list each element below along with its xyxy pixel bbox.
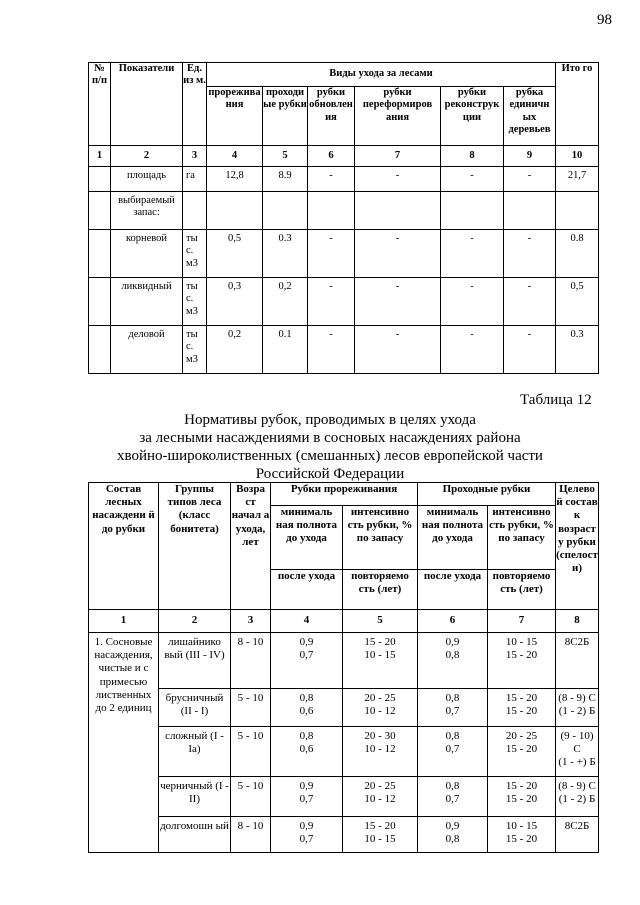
col-num: 10	[556, 146, 599, 167]
header-indicators: Показатели	[111, 63, 183, 146]
cell: 20 - 30	[364, 730, 396, 742]
cell: 10 - 15	[364, 833, 396, 846]
cell: 0,8	[445, 649, 460, 662]
cell	[504, 192, 556, 230]
cell: 0,9	[299, 820, 314, 832]
cell: 0,8	[445, 780, 460, 792]
cell: 20 - 25	[364, 780, 396, 792]
cell: 0,9	[445, 820, 460, 832]
cell: (1 - +) Б	[558, 756, 596, 769]
col-num: 2	[111, 146, 183, 167]
header-single-tree-cuts: рубка единичн ых деревьев	[504, 87, 556, 146]
cell: 10 - 15	[364, 649, 396, 662]
header-repeatability: повторяемо сть (лет)	[488, 570, 556, 610]
cell: -	[355, 167, 441, 192]
cell: -	[308, 167, 355, 192]
col-num: 9	[504, 146, 556, 167]
cell: 0,7	[299, 793, 314, 806]
cell: (9 - 10)	[560, 730, 594, 742]
cell: 20 - 25	[505, 730, 538, 742]
header-unit: Ед. из м.	[183, 63, 207, 146]
cell: -	[504, 230, 556, 278]
row-unit: ты с. м3	[183, 326, 207, 374]
col-num: 1	[89, 610, 159, 633]
title-line: Нормативы рубок, проводимых в целях ухода	[184, 412, 476, 428]
table-caption: Таблица 12	[520, 392, 592, 408]
cell	[441, 192, 504, 230]
cell	[263, 192, 308, 230]
col-num: 8	[556, 610, 599, 633]
cell: -	[441, 230, 504, 278]
cell: 0,2	[207, 326, 263, 374]
col-num: 3	[183, 146, 207, 167]
cell: 0.3	[263, 230, 308, 278]
cell: 10 - 15	[505, 820, 538, 832]
cell: (8 - 9) С	[558, 780, 596, 792]
col-num: 6	[308, 146, 355, 167]
cell: -	[355, 230, 441, 278]
table-title	[100, 411, 560, 483]
col-num: 1	[89, 146, 111, 167]
table-row	[89, 230, 599, 278]
cell: 21,7	[556, 167, 599, 192]
cell: 0,5	[556, 278, 599, 326]
cell: 0,8	[299, 730, 314, 742]
cell: 15 - 20	[505, 780, 538, 792]
header-after-care: после ухода	[418, 570, 488, 610]
forest-group: лишайнико вый (III - IV)	[159, 633, 231, 689]
cell: 0,7	[299, 649, 314, 662]
header-total: Ито го	[556, 63, 599, 146]
cell: -	[308, 278, 355, 326]
cell: 0,5	[207, 230, 263, 278]
composition-cell: 1. Сосновые насаждения, чистые и с примесью лиственных до 2 единиц	[89, 633, 159, 853]
forest-group: долгомошн ый	[159, 817, 231, 853]
header-thinning: Рубки прореживания	[271, 483, 418, 506]
cell: 10 - 12	[364, 705, 396, 718]
cell: 0,3	[207, 278, 263, 326]
cell: 10 - 15	[505, 636, 538, 648]
column-numbers-row	[89, 610, 599, 633]
col-num: 4	[207, 146, 263, 167]
cell: 0.1	[263, 326, 308, 374]
col-num: 7	[488, 610, 556, 633]
cell	[308, 192, 355, 230]
cell: 0.8	[556, 230, 599, 278]
cell: (8 - 9) С	[558, 692, 596, 704]
start-age: 5 - 10	[231, 689, 271, 727]
row-label: выбираемый запас:	[111, 192, 183, 230]
cell: -	[308, 230, 355, 278]
table-row	[89, 278, 599, 326]
col-num: 4	[271, 610, 343, 633]
cutting-norms-table	[88, 482, 599, 853]
forest-group: брусничный (II - I)	[159, 689, 231, 727]
start-age: 8 - 10	[231, 817, 271, 853]
forest-group: сложный (I - Ia)	[159, 727, 231, 777]
header-no: № п/п	[89, 63, 111, 146]
header-intensity: интенсивно сть рубки, % по запасу	[343, 506, 418, 570]
col-num: 5	[343, 610, 418, 633]
header-reformation-cuts: рубки переформиров ания	[355, 87, 441, 146]
col-num: 5	[263, 146, 308, 167]
start-age: 8 - 10	[231, 633, 271, 689]
header-passing-cuts: проходи ые рубки	[263, 87, 308, 146]
column-numbers-row	[89, 146, 599, 167]
cell: 0,7	[445, 705, 460, 718]
row-unit	[183, 192, 207, 230]
cell: 8С2Б	[564, 636, 590, 648]
header-intensity: интенсивно сть рубки, % по запасу	[488, 506, 556, 570]
header-min-density: минималь ная полнота до ухода	[418, 506, 488, 570]
row-label: корневой	[111, 230, 183, 278]
cell: 0,8	[299, 692, 314, 704]
cell: 0.3	[556, 326, 599, 374]
cell: 15 - 20	[505, 692, 538, 704]
cell: 0,9	[299, 636, 314, 648]
cell	[207, 192, 263, 230]
cell: 0,7	[445, 743, 460, 756]
cell: 8.9	[263, 167, 308, 192]
header-reconstruction-cuts: рубки реконструк ции	[441, 87, 504, 146]
col-num: 3	[231, 610, 271, 633]
cell: -	[504, 326, 556, 374]
cell: 15 - 20	[505, 833, 538, 846]
cell: 20 - 25	[364, 692, 396, 704]
header-target-composition: Целево й состав к возраст у рубки (спелост и)	[556, 483, 599, 610]
col-num: 2	[159, 610, 231, 633]
cell: С	[573, 743, 581, 756]
cell: 15 - 20	[364, 636, 396, 648]
cell: -	[504, 278, 556, 326]
cell: 0,8	[445, 730, 460, 742]
table-row	[89, 633, 599, 689]
cell	[556, 192, 599, 230]
cell: -	[441, 278, 504, 326]
cell: 0,6	[299, 705, 314, 718]
cell: 10 - 12	[364, 743, 396, 756]
table-row	[89, 817, 599, 853]
cell: -	[441, 326, 504, 374]
row-unit: ты с. м3	[183, 230, 207, 278]
cell: 10 - 12	[364, 793, 396, 806]
forest-group: черничный (I - II)	[159, 777, 231, 817]
cell: -	[308, 326, 355, 374]
table-row	[89, 727, 599, 777]
cell: 8С2Б	[564, 820, 590, 832]
cell: 15 - 20	[505, 705, 538, 718]
header-min-density: минималь ная полнота до ухода	[271, 506, 343, 570]
row-label: деловой	[111, 326, 183, 374]
cell: -	[355, 278, 441, 326]
header-repeatability: повторяемо сть (лет)	[343, 570, 418, 610]
title-line: за лесными насаждениями в сосновых насаждениях района	[139, 430, 521, 446]
cell: -	[355, 326, 441, 374]
cell: 15 - 20	[505, 793, 538, 806]
cell	[355, 192, 441, 230]
col-num: 7	[355, 146, 441, 167]
cell: 15 - 20	[364, 820, 396, 832]
cell: 0,7	[299, 833, 314, 846]
start-age: 5 - 10	[231, 777, 271, 817]
table-row	[89, 192, 599, 230]
table-row	[89, 167, 599, 192]
header-composition: Состав лесных насаждени й до рубки	[89, 483, 159, 610]
row-label: ликвидный	[111, 278, 183, 326]
cell: -	[504, 167, 556, 192]
row-unit: ты с. м3	[183, 278, 207, 326]
header-passing-cuts: Проходные рубки	[418, 483, 556, 506]
cell: 0,9	[299, 780, 314, 792]
col-num: 8	[441, 146, 504, 167]
col-num: 6	[418, 610, 488, 633]
table-row	[89, 777, 599, 817]
page-number: 98	[597, 12, 612, 28]
cell: 0,2	[263, 278, 308, 326]
title-line: Российской Федерации	[255, 466, 405, 482]
header-forest-groups: Группы типов леса (класс бонитета)	[159, 483, 231, 610]
header-after-care: после ухода	[271, 570, 343, 610]
cell: 0,7	[445, 793, 460, 806]
header-renewal-cuts: рубки обновлен ия	[308, 87, 355, 146]
cell: 0,8	[445, 833, 460, 846]
cell: 0,6	[299, 743, 314, 756]
header-thinning: прорежива ния	[207, 87, 263, 146]
cell: -	[441, 167, 504, 192]
start-age: 5 - 10	[231, 727, 271, 777]
title-line: хвойно-широколиственных (смешанных) лесов европейской части	[117, 448, 543, 464]
cell: 12,8	[207, 167, 263, 192]
table-row	[89, 326, 599, 374]
cell: 0,9	[445, 636, 460, 648]
header-start-age: Возра ст начал а ухода, лет	[231, 483, 271, 610]
cell: 15 - 20	[505, 743, 538, 756]
cell: 0,8	[445, 692, 460, 704]
row-label: площадь	[111, 167, 183, 192]
header-care-types: Виды ухода за лесами	[207, 63, 556, 87]
table-row	[89, 689, 599, 727]
cell: (1 - 2) Б	[558, 793, 596, 806]
forest-care-table	[88, 62, 599, 374]
cell: (1 - 2) Б	[558, 705, 596, 718]
cell: 15 - 20	[505, 649, 538, 662]
row-unit: га	[183, 167, 207, 192]
